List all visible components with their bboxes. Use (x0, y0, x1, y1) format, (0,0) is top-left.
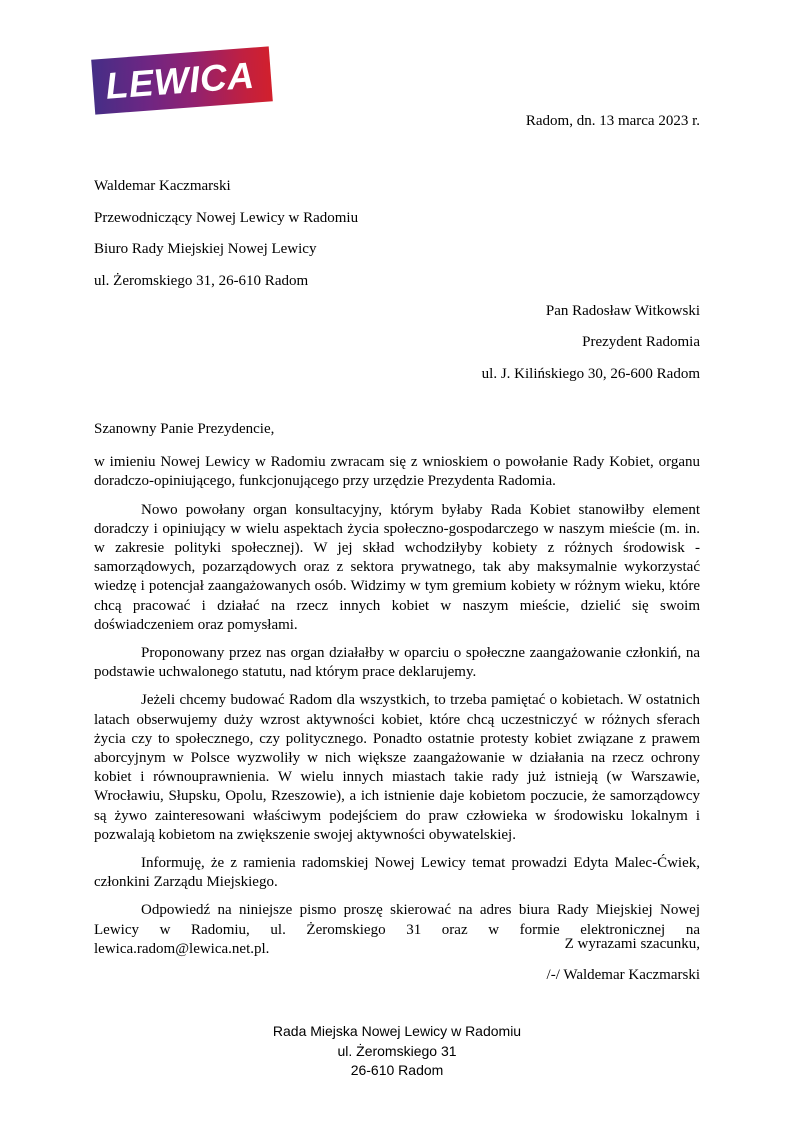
letter-paragraph-1: w imieniu Nowej Lewicy w Radomiu zwracam się z wnioskiem o powołanie Rady Kobiet, organu doradczo-opiniującego, funkcjonującego przy urzędzie Prezydenta Radomia. (94, 454, 700, 490)
valediction: Z wyrazami szacunku, (564, 936, 700, 952)
recipient-address: ul. J. Kilińskiego 30, 26-600 Radom (481, 365, 700, 382)
lewica-logo (91, 46, 273, 114)
sender-office: Biuro Rady Miejskiej Nowej Lewicy (94, 241, 317, 257)
sender-address: ul. Żeromskiego 31, 26-610 Radom (94, 272, 309, 289)
signature: /-/ Waldemar Kaczmarski (546, 967, 700, 983)
recipient-title: Prezydent Radomia (582, 334, 700, 351)
recipient-block (482, 296, 700, 390)
closing-block (547, 929, 700, 991)
sender-block (94, 171, 358, 297)
footer-street: ul. Żeromskiego 31 (337, 1042, 457, 1059)
footer-city: 26-610 Radom (350, 1062, 444, 1078)
sender-title: Przewodniczący Nowej Lewicy w Radomiu (94, 209, 359, 226)
letter-paragraph-6: Odpowiedź na niniejsze pismo proszę skierować na adres biura Rady Miejskiej Nowej Lewicy w Radomiu, ul. Żeromskiego 31 oraz w formie elektronicznej na lewica.radom@lewica.net.pl. (94, 902, 700, 957)
recipient-name: Pan Radosław Witkowski (545, 303, 700, 319)
letter-paragraph-3: Proponowany przez nas organ działałby w oparciu o społeczne zaangażowanie członkiń, na podstawie uchwalonego statutu, nad którym prace deklarujemy. (94, 645, 700, 681)
letter-footer (0, 1022, 794, 1081)
letter-paragraph-4: Jeżeli chcemy budować Radom dla wszystkich, to trzeba pamiętać o kobietach. W ostatnich latach obserwujemy duży wzrost aktywności kobiet, które chcą uczestniczyć w różnych sferach życia czy to społecznego, czy politycznego. Ponadto ostatnie protesty kobiet związane z prawem aborcyjnym w Polsce wyzwoliły w nich większe zaangażowanie w działania na rzecz ochrony kobiet i równouprawnienia. W wielu innych miastach takie rady już istnieją (w Warszawie, Wrocławiu, Słupsku, Opolu, Rzeszowie), a ich istnienie daje kobietom poczucie, że samorządowcy są żywo zainteresowani właściwym podejściem do praw człowieka w środowisku lokalnym i pozwalają kobietom na zwiększenie swojej aktywności obywatelskiej. (94, 692, 700, 843)
letter-date: Radom, dn. 13 marca 2023 r. (525, 113, 700, 129)
salutation: Szanowny Panie Prezydencie, (94, 421, 275, 437)
letter-paragraph-5: Informuję, że z ramienia radomskiej Nowej Lewicy temat prowadzi Edyta Malec-Ćwiek, członkini Zarządu Miejskiego. (94, 855, 700, 891)
letter-paragraph-2: Nowo powołany organ konsultacyjny, którym byłaby Rada Kobiet stanowiłby element doradczy i opiniujący w wielu aspektach życia społeczno-gospodarczego w naszym mieście (m. in. w zakresie polityki społecznej). W jej skład wchodziłyby kobiety z różnych środowisk - samorządowych, pozarządowych oraz z sektora prywatnego, tak aby maksymalnie wykorzystać wiedzę i potencjał zaangażowanych osób. Widzimy w tym gremium kobiety w różnym wieku, które chcą pracować i działać na rzecz innych kobiet w naszym mieście, dzielić się swoim doświadczeniem oraz pomysłami. (94, 501, 700, 633)
footer-org-name: Rada Miejska Nowej Lewicy w Radomiu (272, 1023, 522, 1039)
sender-name: Waldemar Kaczmarski (94, 178, 231, 194)
letter-body (94, 420, 700, 968)
lewica-logo-text: LEWICA (104, 54, 256, 107)
